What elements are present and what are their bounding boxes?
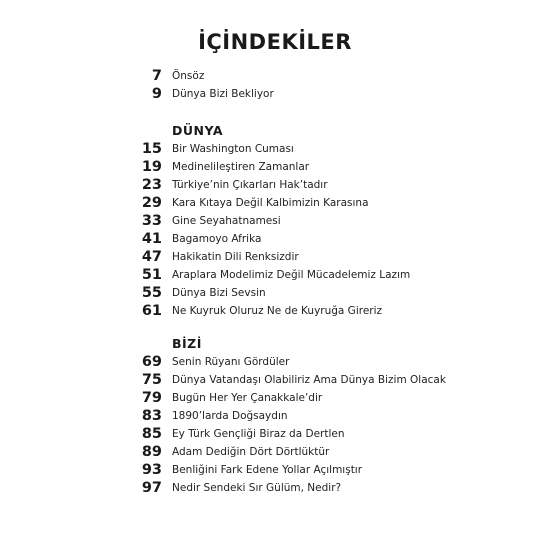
entry-page-number: 85: [141, 426, 162, 442]
entry-title: 1890’larda Doğsaydın: [172, 410, 288, 422]
entry-page-number: 7: [151, 68, 162, 84]
entry-page-number: 83: [141, 408, 162, 424]
entry-title: Gine Seyahatnamesi: [172, 215, 281, 227]
toc-entry: [0, 85, 550, 103]
entry-title: Ey Türk Gençliği Biraz da Dertlen: [172, 428, 345, 440]
entry-title: Bugün Her Yer Çanakkale’dir: [172, 392, 323, 404]
section-heading-dunya: DÜNYA: [172, 123, 224, 138]
toc-entry: [0, 302, 550, 320]
toc-entry: [0, 230, 550, 248]
toc-entry: [0, 461, 550, 479]
toc-entry: [0, 266, 550, 284]
entry-page-number: 47: [141, 249, 162, 265]
entry-title: Ne Kuyruk Oluruz Ne de Kuyruğa Gireriz: [172, 305, 383, 317]
toc-entry: [0, 479, 550, 497]
entry-page-number: 79: [141, 390, 162, 406]
entry-title: Bagamoyo Afrika: [172, 233, 262, 245]
entry-title: Medinelileştiren Zamanlar: [172, 161, 310, 173]
section-heading-bizi: BİZİ: [172, 336, 202, 351]
entry-page-number: 15: [141, 141, 162, 157]
entry-title: Hakikatin Dili Renksizdir: [172, 251, 299, 263]
entry-page-number: 61: [141, 303, 162, 319]
toc-entry: [0, 140, 550, 158]
toc-entry: [0, 353, 550, 371]
entry-page-number: 9: [151, 86, 162, 102]
intro-list: [0, 67, 550, 103]
entry-page-number: 69: [141, 354, 162, 370]
page-title: İÇİNDEKİLER: [198, 30, 352, 54]
entry-title: Nedir Sendeki Sır Gülüm, Nedir?: [172, 482, 342, 494]
entry-page-number: 51: [141, 267, 162, 283]
toc-entry: [0, 248, 550, 266]
entry-page-number: 97: [141, 480, 162, 496]
toc-entry: [0, 425, 550, 443]
toc-entry: [0, 212, 550, 230]
entry-page-number: 41: [141, 231, 162, 247]
section-bizi-list: [0, 353, 550, 497]
toc-entry: [0, 158, 550, 176]
toc-entry: [0, 194, 550, 212]
entry-page-number: 55: [141, 285, 162, 301]
entry-title: Dünya Vatandaşı Olabiliriz Ama Dünya Bizim Olacak: [172, 374, 446, 386]
toc-entry: [0, 284, 550, 302]
entry-title: Adam Dediğin Dört Dörtlüktür: [172, 446, 330, 458]
entry-title: Dünya Bizi Sevsin: [172, 287, 266, 299]
toc-entry: [0, 67, 550, 85]
entry-title: Senin Rüyanı Gördüler: [172, 356, 290, 368]
section-dunya-list: [0, 140, 550, 320]
entry-title: Önsöz: [172, 70, 205, 82]
toc-entry: [0, 176, 550, 194]
entry-title: Türkiye’nin Çıkarları Hak’tadır: [172, 179, 328, 191]
entry-page-number: 23: [141, 177, 162, 193]
entry-title: Bir Washington Cuması: [172, 143, 294, 155]
entry-page-number: 93: [141, 462, 162, 478]
entry-page-number: 33: [141, 213, 162, 229]
entry-title: Benliğini Fark Edene Yollar Açılmıştır: [172, 464, 363, 476]
entry-page-number: 75: [141, 372, 162, 388]
entry-page-number: 89: [141, 444, 162, 460]
entry-page-number: 19: [141, 159, 162, 175]
toc-entry: [0, 389, 550, 407]
toc-entry: [0, 443, 550, 461]
entry-title: Kara Kıtaya Değil Kalbimizin Karasına: [172, 197, 369, 209]
toc-entry: [0, 371, 550, 389]
entry-title: Dünya Bizi Bekliyor: [172, 88, 274, 100]
entry-page-number: 29: [141, 195, 162, 211]
entry-title: Araplara Modelimiz Değil Mücadelemiz Lazım: [172, 269, 411, 281]
toc-entry: [0, 407, 550, 425]
